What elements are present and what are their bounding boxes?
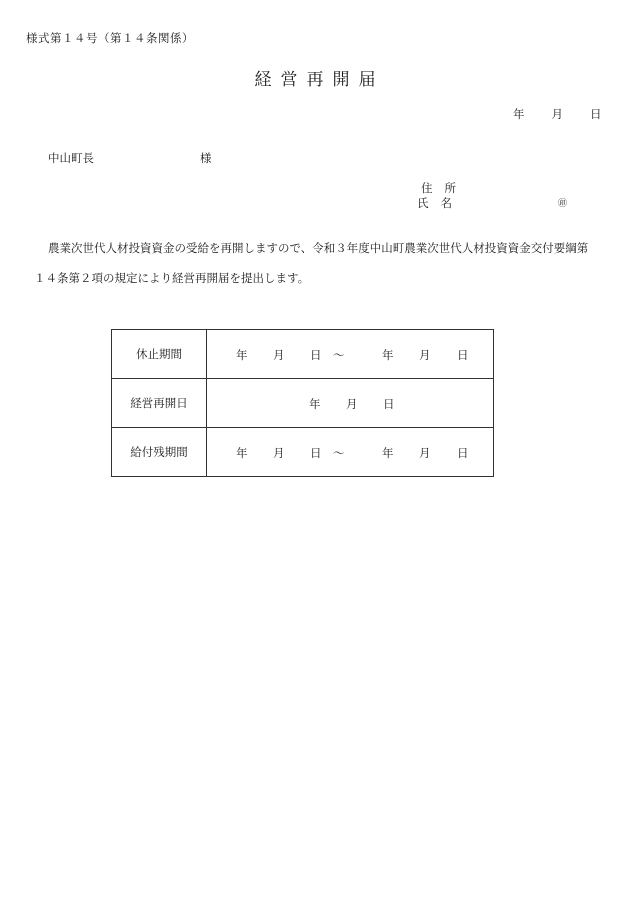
addressee-honorific: 様 (200, 151, 212, 165)
submission-date (513, 106, 602, 122)
date-day-label: 日 (590, 107, 602, 121)
table-row-remaining-period (112, 428, 494, 477)
table-row-resumption-date (112, 379, 494, 428)
end-day: 日 (457, 348, 469, 362)
body-text-line-1: 農業次世代人材投資資金の受給を再開しますので、令和３年度中山町農業次世代人材投資資金交付要綱第 (48, 241, 589, 255)
remaining-period-value (207, 428, 494, 477)
end-year: 年 (382, 348, 394, 362)
resume-day: 日 (383, 397, 395, 411)
body-text-line-2: １４条第２項の規定により経営再開届を提出します。 (34, 271, 310, 285)
start-day: 日 (310, 348, 322, 362)
addressee-name: 中山町長 (48, 151, 94, 165)
end-day: 日 (457, 446, 469, 460)
info-table (111, 329, 494, 477)
end-year: 年 (382, 446, 394, 460)
start-day: 日 (310, 446, 322, 460)
table-row-suspension-period (112, 330, 494, 379)
end-month: 月 (419, 348, 431, 362)
resume-month: 月 (346, 397, 358, 411)
start-year: 年 (236, 446, 248, 460)
resume-year: 年 (309, 397, 321, 411)
start-month: 月 (273, 348, 285, 362)
name-label: 氏名 (417, 196, 464, 210)
end-month: 月 (419, 446, 431, 460)
document-title: 経営再開届 (254, 70, 385, 90)
suspension-period-value (207, 330, 494, 379)
address-label: 住所 (421, 181, 468, 195)
row-label: 休止期間 (112, 330, 207, 379)
range-separator: ～ (333, 348, 345, 362)
date-month-label: 月 (551, 107, 563, 121)
row-label: 給付残期間 (112, 428, 207, 477)
seal-mark: ㊞ (558, 199, 568, 209)
start-year: 年 (236, 348, 248, 362)
start-month: 月 (273, 446, 285, 460)
form-number: 様式第１４号（第１４条関係） (26, 31, 194, 45)
resumption-date-value (207, 379, 494, 428)
row-label: 経営再開日 (112, 379, 207, 428)
date-year-label: 年 (513, 107, 525, 121)
range-separator: ～ (333, 446, 345, 460)
